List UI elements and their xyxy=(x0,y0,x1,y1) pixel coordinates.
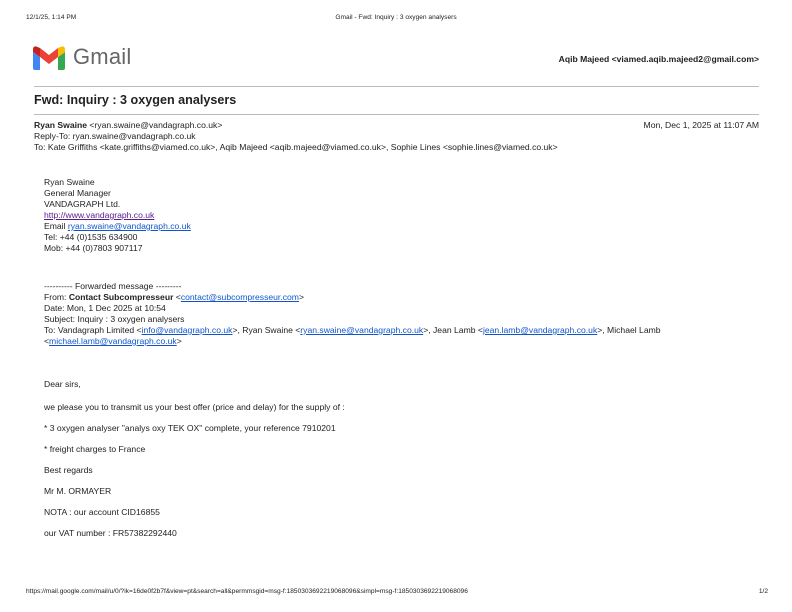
fwd-to-part: >, Michael Lamb xyxy=(597,325,661,335)
sig-email-link[interactable]: ryan.swaine@vandagraph.co.uk xyxy=(67,221,191,231)
print-page-number: 1/2 xyxy=(758,588,768,595)
print-title: Gmail - Fwd: Inquiry : 3 oxygen analysers xyxy=(335,14,457,21)
body-greeting: Dear sirs, xyxy=(44,379,81,389)
fwd-to-continued xyxy=(44,336,182,346)
body-line: we please you to transmit us your best offer (price and delay) for the supply of : xyxy=(44,402,345,412)
body-nota: NOTA : our account CID16855 xyxy=(44,507,160,517)
sig-email-label: Email xyxy=(44,221,68,231)
sig-mob: Mob: +44 (0)7803 907117 xyxy=(44,243,143,253)
sig-tel: Tel: +44 (0)1535 634900 xyxy=(44,232,138,242)
recipients: To: Kate Griffiths <kate.griffiths@viamed.co.uk>, Aqib Majeed <aqib.majeed@viamed.co.uk>, Sophie Lines <sophie.lines@viamed.co.uk> xyxy=(34,142,558,152)
body-vat: our VAT number : FR57382292440 xyxy=(44,528,177,538)
divider xyxy=(34,86,759,87)
fwd-to-part: < xyxy=(44,336,50,346)
gmail-wordmark: Gmail xyxy=(73,44,132,69)
fwd-to-email-link[interactable]: michael.lamb@vandagraph.co.uk xyxy=(49,336,177,346)
sig-name: Ryan Swaine xyxy=(44,177,95,187)
fwd-to-part: To: Vandagraph Limited < xyxy=(44,325,142,335)
sig-role: General Manager xyxy=(44,188,111,198)
fwd-from-email-link[interactable]: contact@subcompresseur.com xyxy=(180,292,299,302)
fwd-to-email-link[interactable]: info@vandagraph.co.uk xyxy=(141,325,233,335)
account-identity: Aqib Majeed <viamed.aqib.majeed2@gmail.com> xyxy=(558,54,759,64)
body-regards: Best regards xyxy=(44,465,93,475)
fwd-to-part: >, Jean Lamb < xyxy=(423,325,483,335)
message-sender xyxy=(34,120,222,130)
sig-email xyxy=(44,221,191,231)
fwd-date: Date: Mon, 1 Dec 2025 at 10:54 xyxy=(44,303,166,313)
sig-company: VANDAGRAPH Ltd. xyxy=(44,199,121,209)
fwd-subject: Subject: Inquiry : 3 oxygen analysers xyxy=(44,314,185,324)
gmail-logo xyxy=(33,44,153,72)
thread-subject: Fwd: Inquiry : 3 oxygen analysers xyxy=(34,93,237,107)
fwd-from-gt: > xyxy=(298,292,304,302)
fwd-from-name: Contact Subcompresseur xyxy=(68,292,174,302)
reply-to: Reply-To: ryan.swaine@vandagraph.co.uk xyxy=(34,131,196,141)
print-datetime: 12/1/25, 1:14 PM xyxy=(26,14,77,21)
divider xyxy=(34,114,759,115)
print-url: https://mail.google.com/mail/u/0/?ik=16de0f2b7f&view=pt&search=all&permmsgid=msg-f:1850303692219068096&simpl=msg-f:1850303692219068096 xyxy=(26,588,468,595)
sig-website-link[interactable]: http://www.vandagraph.co.uk xyxy=(44,210,155,220)
fwd-to-part: >, Ryan Swaine < xyxy=(232,325,301,335)
sender-name: Ryan Swaine xyxy=(34,120,88,130)
sender-email: <ryan.swaine@vandagraph.co.uk> xyxy=(89,120,223,130)
fwd-from-lt: < xyxy=(173,292,181,302)
message-date: Mon, Dec 1, 2025 at 11:07 AM xyxy=(643,120,759,130)
fwd-to xyxy=(44,325,661,335)
gmail-m-icon xyxy=(33,46,65,70)
body-sender: Mr M. ORMAYER xyxy=(44,486,112,496)
fwd-to-email-link[interactable]: jean.lamb@vandagraph.co.uk xyxy=(482,325,598,335)
body-line: * 3 oxygen analyser "analys oxy TEK OX" complete, your reference 7910201 xyxy=(44,423,336,433)
fwd-from xyxy=(44,292,304,302)
fwd-from-label: From: xyxy=(44,292,69,302)
body-line: * freight charges to France xyxy=(44,444,146,454)
forwarded-divider: ---------- Forwarded message --------- xyxy=(44,281,182,291)
fwd-to-email-link[interactable]: ryan.swaine@vandagraph.co.uk xyxy=(300,325,424,335)
fwd-to-part: > xyxy=(176,336,182,346)
